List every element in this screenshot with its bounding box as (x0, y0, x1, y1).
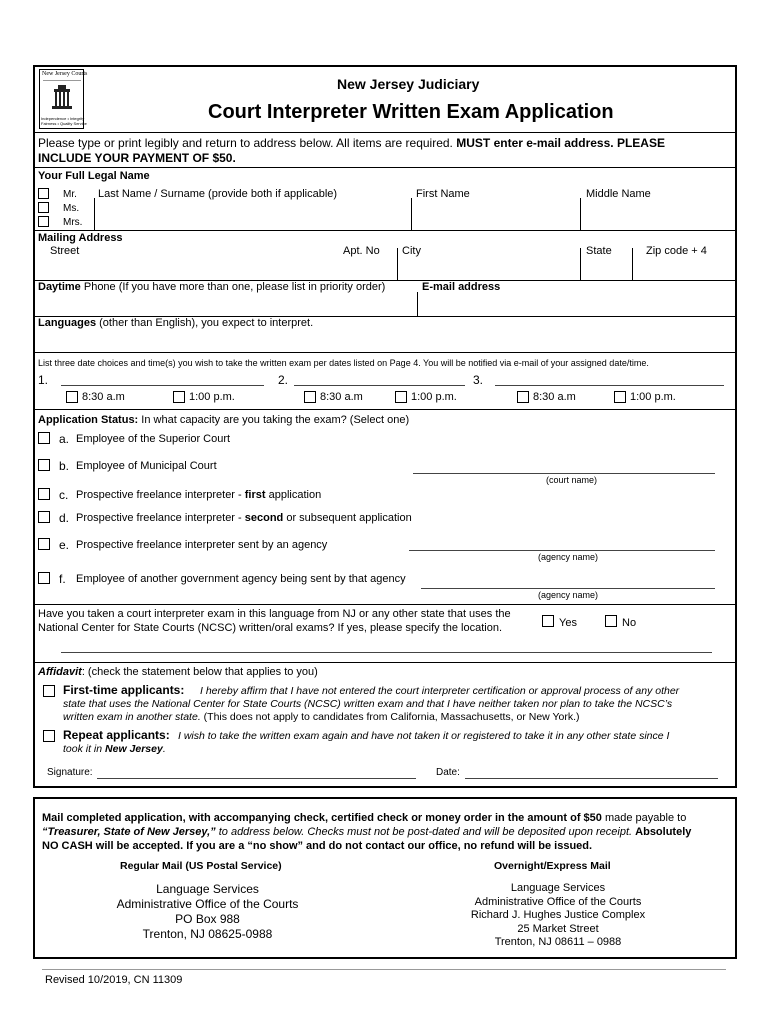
date2-pm-label: 1:00 p.m. (411, 391, 457, 403)
status-b-label: Employee of Municipal Court (76, 460, 217, 472)
title-ms-checkbox[interactable] (38, 202, 49, 213)
date3-am-checkbox[interactable] (517, 391, 529, 403)
mail-line-2: “Treasurer, State of New Jersey,” to address below. Checks must not be post-dated and will be deposited upon receipt. Absolutely (42, 826, 692, 838)
date2-am-checkbox[interactable] (304, 391, 316, 403)
status-a-letter: a. (59, 432, 70, 446)
regular-mail-address: Language Services Administrative Office of the Courts PO Box 988 Trenton, NJ 08625-0988 (116, 882, 299, 941)
title-mr-checkbox[interactable] (38, 188, 49, 199)
street-field[interactable] (35, 258, 396, 280)
first-time-line-1: I hereby affirm that I have not entered the court interpreter certification or approval process of any other (200, 685, 680, 697)
date-choice-3-field[interactable] (495, 385, 724, 386)
status-f-label: Employee of another government agency being sent by that agency (76, 573, 406, 585)
date-choice-3-num: 3. (473, 373, 484, 387)
prior-no-label: No (622, 617, 637, 629)
status-e-letter: e. (59, 538, 70, 552)
last-name-field[interactable] (95, 200, 411, 228)
org-name: New Jersey Judiciary (337, 76, 480, 92)
first-name-label: First Name (416, 188, 470, 200)
address-heading: Mailing Address (38, 232, 123, 244)
prior-yes-checkbox[interactable] (542, 615, 554, 627)
agency-name-f-field[interactable] (421, 588, 715, 589)
city-field[interactable] (398, 258, 579, 280)
date3-am-label: 8:30 a.m (533, 391, 576, 403)
status-b-checkbox[interactable] (38, 459, 50, 471)
date1-pm-label: 1:00 p.m. (189, 391, 235, 403)
date-choice-2-field[interactable] (294, 385, 465, 386)
date-choice-2-num: 2. (278, 373, 289, 387)
status-heading: Application Status: In what capacity are you taking the exam? (Select one) (38, 414, 410, 426)
zip-field[interactable] (633, 258, 735, 280)
name-heading: Your Full Legal Name (38, 170, 150, 182)
status-f-letter: f. (59, 572, 66, 586)
middle-name-label: Middle Name (586, 188, 651, 200)
status-e-checkbox[interactable] (38, 538, 50, 550)
prior-exam-line-1: Have you taken a court interpreter exam in this language from NJ or any other state that uses the (38, 608, 511, 620)
email-label: E-mail address (422, 281, 501, 293)
agency-name-f-caption: (agency name) (538, 590, 599, 600)
status-d-label: Prospective freelance interpreter - second or subsequent application (76, 512, 412, 524)
regular-mail-heading: Regular Mail (US Postal Service) (120, 860, 282, 872)
status-d-checkbox[interactable] (38, 511, 50, 523)
email-field[interactable] (419, 295, 735, 315)
logo-name: New Jersey Courts (42, 71, 88, 77)
status-f-checkbox[interactable] (38, 572, 50, 584)
zip-label: Zip code + 4 (646, 245, 707, 257)
logo-motto-1: Independence • Integrity (41, 116, 85, 121)
court-name-field[interactable] (413, 473, 715, 474)
phone-field[interactable] (35, 295, 415, 315)
state-label: State (586, 245, 612, 257)
mail-line-1: Mail completed application, with accompanying check, certified check or money order in the amount of $50 made payable to (42, 812, 687, 824)
first-time-heading: First-time applicants: (63, 683, 185, 697)
first-name-field[interactable] (412, 200, 580, 228)
status-a-label: Employee of the Superior Court (76, 433, 231, 445)
status-c-label: Prospective freelance interpreter - first application (76, 489, 322, 501)
title-mrs-label: Mrs. (63, 217, 83, 228)
title-ms-label: Ms. (63, 203, 80, 214)
date1-am-checkbox[interactable] (66, 391, 78, 403)
repeat-line-2: took it in New Jersey. (63, 743, 166, 755)
status-d-letter: d. (59, 511, 70, 525)
middle-name-field[interactable] (581, 200, 735, 228)
date2-pm-checkbox[interactable] (395, 391, 407, 403)
affidavit-heading: Affidavit: (check the statement below that applies to you) (38, 666, 318, 678)
status-e-label: Prospective freelance interpreter sent by an agency (76, 539, 328, 551)
phone-label: Daytime Phone (If you have more than one, please list in priority order) (38, 281, 386, 293)
apt-label: Apt. No (343, 245, 380, 257)
first-time-line-2: state that uses the National Center for State Courts (NCSC) written exam and that I have neither taken nor plan to take the NCSC’s (63, 698, 673, 710)
status-c-letter: c. (59, 488, 69, 502)
state-field[interactable] (581, 258, 631, 280)
agency-name-e-caption: (agency name) (538, 552, 599, 562)
date-label: Date: (436, 767, 460, 778)
page-title: Court Interpreter Written Exam Application (208, 101, 614, 123)
repeat-heading: Repeat applicants: (63, 728, 170, 742)
prior-yes-label: Yes (559, 617, 577, 629)
date3-pm-label: 1:00 p.m. (630, 391, 676, 403)
prior-location-field[interactable] (61, 652, 712, 653)
overnight-mail-heading: Overnight/Express Mail (494, 860, 611, 872)
prior-exam-line-2: National Center for State Courts (NCSC) written/oral exams? If yes, please specify the location. (38, 622, 503, 634)
street-label: Street (50, 245, 80, 257)
first-time-checkbox[interactable] (43, 685, 55, 697)
repeat-line-1: I wish to take the written exam again and have not taken it or registered to take it in any other state since I (178, 730, 670, 742)
date1-pm-checkbox[interactable] (173, 391, 185, 403)
title-mr-label: Mr. (63, 189, 77, 200)
signature-label: Signature: (47, 767, 93, 778)
city-label: City (402, 245, 421, 257)
prior-no-checkbox[interactable] (605, 615, 617, 627)
court-name-caption: (court name) (546, 475, 598, 485)
logo-motto-2: Fairness • Quality Service (41, 121, 87, 126)
status-b-letter: b. (59, 459, 70, 473)
signature-field[interactable] (97, 778, 416, 779)
date-choice-1-field[interactable] (61, 385, 264, 386)
dates-instructions: List three date choices and time(s) you wish to take the written exam per dates listed on Page 4. You will be notified via e-mail of your assigned date/time. (38, 358, 649, 368)
mail-line-3: NO CASH will be accepted. If you are a “no show” and do not contact our office, no refund will be issued. (42, 840, 593, 852)
date3-pm-checkbox[interactable] (614, 391, 626, 403)
date-field[interactable] (465, 778, 718, 779)
status-c-checkbox[interactable] (38, 488, 50, 500)
intro-line-2: INCLUDE YOUR PAYMENT OF $50. (38, 151, 236, 165)
languages-field[interactable] (35, 331, 735, 351)
status-a-checkbox[interactable] (38, 432, 50, 444)
date1-am-label: 8:30 a.m (82, 391, 125, 403)
intro-line-1: Please type or print legibly and return to address below. All items are required. MUST enter e-mail address. PLEASE (38, 136, 665, 150)
date-choice-1-num: 1. (38, 373, 49, 387)
agency-name-e-field[interactable] (409, 550, 715, 551)
last-name-label: Last Name / Surname (provide both if applicable) (98, 188, 338, 200)
first-time-line-3: written exam in another state. (This does not apply to candidates from California, Massachusetts, or New York.) (63, 711, 580, 723)
title-mrs-checkbox[interactable] (38, 216, 49, 227)
date2-am-label: 8:30 a.m (320, 391, 363, 403)
revision-note: Revised 10/2019, CN 11309 (45, 974, 183, 986)
repeat-checkbox[interactable] (43, 730, 55, 742)
languages-label: Languages (other than English), you expect to interpret. (38, 317, 314, 329)
overnight-mail-address: Language Services Administrative Office of the Courts Richard J. Hughes Justice Complex 25 Market Street Trenton, NJ 08611 – 0988 (470, 882, 646, 948)
